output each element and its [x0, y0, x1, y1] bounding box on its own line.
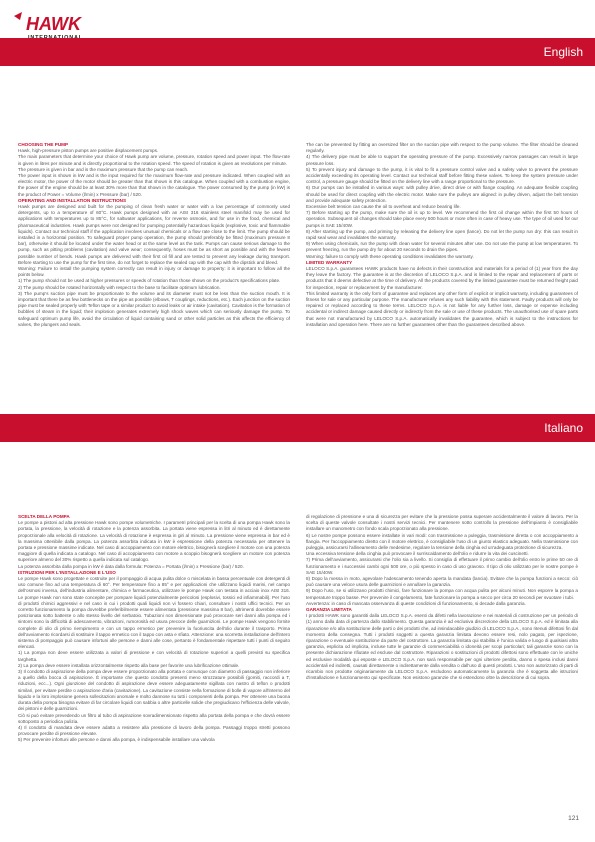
paragraph: Warning: failure to comply with these operating conditions invalidates the warranty.: [306, 253, 474, 259]
italiano-right-column: [306, 514, 578, 814]
paragraph: 9) When using chemicals, run the pump with clean water for several minutes after use. Do not use the pump at low temperatures. To prevent freezing, run the pump dry for about 20 seconds to drain the pipes.: [306, 241, 578, 253]
paragraph: Excessive belt tension can cause the oil to overheat and reduce bearing life.: [306, 204, 461, 210]
paragraph: The main parameters that determine your choice of Hawk pump are volume, pressure, rotation speed and power input. The flow-rate is given in litres per minute and is directly proportional to the rotation speed. The speed of rotation is given as revolutions per minute.: [18, 154, 290, 166]
paragraph: Hawk, high-pressure piston pumps are positive displacement pumps.: [18, 148, 159, 154]
paragraph: di regolazione di pressione e una di sicurezza per evitare che la pressione possa superare accidentalmente il valore di lavoro. Per la scelta di queste valvole consultate i nostri servizi tecnici. Per mantenere sotto controllo la pressione dell'impianto è consigliabile installare un manometro con fondo scala proporzionato alla pressione.: [306, 514, 578, 532]
italiano-header-bar: [0, 414, 595, 442]
paragraph: I prodotti HAWK sono garantiti dalla LELOCO S.p.A. esenti da difetti nella lavorazione e nei materiali di costruzione per un periodo di (1) anno dalla data di partenza dallo stabilimento. Questa garanzia è ad esclusiva discrezione della LELOCO S.p.A. ed è limitata alla riparazione e/o alla sostituzione delle parti o dei prodotti che, ad insindacabile giudizio di LELOCO S.p.A., sono ritenuti difettosi fin dal momento della consegna. Tutti i prodotti soggetti a questa garanzia limitata devono essere resi, nolo pagato, per ispezione, riparazione o eventuale sostituzione da parte del costruttore. La garanzia limitata qui stabilita è l'unica valida e luogo di qualsiasi altra garanzia, esplicita od implicita, incluse tutte le garanzie di commerciabilità o idoneità per scopi particolari; tali garanzie sono con la presente dichiarazione rifiutate ed escluse dal costruttore. Riparazioni o sostituzioni di prodotti difettosi sono effettuate con le uniche ed esclusive modalità qui esposte e LELOCO S.p.A. non sarà responsabile per ogni ulteriore perdita, danno o spesa inclusi danni accidentali ed indiretti, causati direttamente o indirettamente dalla vendita o dall'uso di questi prodotti. L'uso non autorizzato di parti di ricambio non prodotte originariamente da LELOCO S.p.A. escludono automaticamente la garanzia che è soggetta alle istruzioni d'installazione e funzionamento qui specificate. Non esistono garanzie che si estendono oltre la descrizione di cui sopra.: [306, 613, 578, 681]
paragraph: La potenza assorbita dalla pompa in kW è data dalla formula: Potenza = Portata (l/min) x Pressione (bar) / 520.: [18, 563, 244, 569]
paragraph: The power input is shown in kW and is the input required for the maximum flow-rate and pressure indicated. When coupled with an electric motor, the power of the motor should be greater than that shown in this catalogue. When coupled with a combustion engine, the power of the engine should be at least 30% more than that shown in the catalogue. The power consumed by the pump (in kW) is the product of Power = Volume (l/min) x Pressure (bar) / 520.: [18, 173, 290, 197]
paragraph: 6) Our pumps can be installed in various ways: with pulley drive, direct drive or with flange coupling. An adequate flexible coupling should be used for direct coupling with the electric motor. Make sure the pulleys are aligned: in pulley driven, adjust the belt tension and provide adequate safety protection.: [306, 185, 578, 203]
italiano-left-column: [18, 514, 290, 814]
logo-text: HAWK: [26, 14, 81, 34]
english-section: [18, 142, 578, 398]
paragraph: 2) The pump should be rotated horizontally with respect to the base to facilitate optimum lubrication.: [18, 284, 221, 290]
paragraph: Una eccessiva tensione della cinghia può provocare il surriscaldamento dell'olio e ridurre la vita dei cuscinetti.: [306, 551, 529, 557]
paragraph: 3) Il condotto di aspirazione della pompa deve essere proporzionato alla portata e comunque con diametro di passaggio non inferiore a quello della bocca di aspirazione. È importante che questo condotto presenti meno strozzature possibili (gomiti, raccordi a T, riduzioni, ecc...). Ogni giunzione del condotto di aspirazione deve essere adeguatamente sigillata con nastro di teflon o prodotti similari, per evitare perdite o aspirazione d'aria (cavitazione). La cavitazione consiste nella formazione di bolle di vapore all'interno del liquido e la loro implosione genera sollecitazioni anomale e molto dannose su tutti i componenti della pompa. Per ottenere una buona durata della pompa bisogna evitare di far circolare liquidi con sabbia o altre particelle solide che pregiudicano l'efficienza delle valvole, dei pistoni e delle guarnizioni.: [18, 669, 290, 712]
english-left-column: [18, 142, 290, 398]
paragraph: Hawk pumps are designed and built for the pumping of clean fresh water or water with a low percentage of commonly used detergents, up to a temperature of 60°C. Hawk pumps designed with an AISI 316 stainless steel manifold may be used for applications with temperatures up to 85°C, for saltwater applications, for reverse osmosis, and for use in the food, chemical and pharmaceutical industries. Hawk pumps were not designed for pumping potentially hazardous liquids (explosive, toxic and flammable liquids). Contact our technical staff if the application involves unusual chemicals or a flow rate close to the limit. The pump should be installed in a horizontal position. To safeguard proper pump operation, the pump should preferably be fitted (maximum pressure 8 bar), otherwise it should be located under the water head or at the same level as the tank. Pumps can cause serious damage to the pump, such as pitting problems (cavitation) and valve wear; consequently, hoses must be as short as possible and with the fewest possible number of bends. Hawk pumps are delivered with their first oil fill and are tested to prevent any leakage during transport. Before starting to use the pump for the first time, do not forget to replace the sealed cap with the cap with the dipstick and bleed.: [18, 204, 290, 265]
page-number: 121: [568, 815, 579, 822]
paragraph: 5) Per prevenire infortuni alle persone e danni alla pompa, è indispensabile installare una valvola: [18, 737, 215, 743]
english-header-bar: [0, 38, 595, 66]
paragraph: 3) The pump's suction pipe must be proportionate to the volume and its diameter must not be less than the suction mouth. It is important that there be as few bottlenecks on the pipe as possible (elbows, T couplings, reductions, etc.). Each junction on the suction pipe must be sealed properly with Teflon tape or a similar product to avoid leaks or air intake (cavitation). Cavitation is the formation of bubbles of steam in the liquid; their implosion generates extremely high shock waves which can seriously damage the pump. To safeguard optimum pump life, avoid the circulation of liquid containing sand or other solid particles as this affects the efficiency of valves, the plungers and seals.: [18, 290, 290, 327]
english-right-column: [306, 142, 578, 398]
paragraph: 2) La pompa deve essere installata orizzontalmente rispetto alla base per favorire una lubrificazione ottimale.: [18, 662, 240, 668]
paragraph: The pressure is given in bar and is the maximum pressure that the pump can reach.: [18, 166, 189, 172]
paragraph: 8) After starting up the pump, and priming by releasing the delivery line open (lance). Do not let the pump run dry: this can result in rapid seal wear and invalidates the warranty.: [306, 228, 578, 241]
paragraph: LELOCO S.p.A. guarantees HAWK products have no defects in their construction and materials for a period of (1) year from the day they leave the factory. The guarantee is at the discretion of LELOCO S.p.A. and is limited to the repair and replacement of parts or products that it deems defective at the time of delivery. All the products covered by the limited guarantee must be returned freight paid for inspection, repair or replacement by the manufacturer.: [306, 266, 578, 290]
section-heading: GARANZIA LIMITATA: [306, 607, 352, 613]
paragraph: Warning: Failure to install the pumping system correctly can result in injury or damage to property: it is important to follow all the points below.: [18, 266, 290, 278]
section-heading: LIMITED WARRANTY: [306, 259, 353, 265]
section-heading: OPERATING AND INSTALLATION INSTRUCTIONS: [18, 197, 127, 203]
paragraph: 1) The pump should not be used at higher pressures or speeds of rotation than those shown on the product's specifications plate.: [18, 278, 281, 284]
paragraph: 4) The delivery pipe must be able to support the operating pressure of the pump. Excessively narrow passages can result in large pressure loss.: [306, 154, 578, 166]
paragraph: 7) Before starting up the pump, make sure the oil is up to level. We recommend the first oil change within the first 50 hours of operation. Subsequent oil changes should take place every 500 hours or more often in case of heavy use. The type of oil used for our pumps is SAE 15/40W.: [306, 210, 578, 228]
italiano-section: [18, 514, 578, 814]
section-heading: SCELTA DELLA POMPA: [18, 514, 70, 519]
paragraph: Avvertenza: in caso di mancata osservanza di queste condizioni di funzionamento, si decade dalla garanzia.: [306, 600, 526, 606]
paragraph: Ciò si può evitare prevedendo un filtro al tubo di aspirazione sovradimensionato rispetto alla portata della pompa e che dovrà essere sottoposto a periodica pulizia.: [18, 712, 290, 724]
paragraph: Le pompe a pistoni ad alta pressione Hawk sono pompe volumetriche. I parametri principali per la scelta di una pompa Hawk sono la portata, la pressione, la velocità di rotazione e la potenza assorbita. La portata viene espressa in litri al minuto ed è direttamente proporzionale alla velocità di rotazione. La velocità di rotazione è espressa in giri al minuto. La pressione viene espressa in bar ed è la massima ottenibile dalla pompa. La potenza assorbita indicata in kW è espressione della potenza necessaria per ottenere la portata e pressione massime indicate. Nel caso di accoppiamento con motore elettrico, bisognerà scegliere il motore con una potenza maggiore di quella indicata a catalogo. Nel caso di accoppiamento con motore a scoppio bisognerà scegliere un motore con potenza superiore almeno del 30% rispetto a quella indicata sul catalogo.: [18, 520, 290, 563]
section-heading: CHOOSING THE PUMP: [18, 142, 69, 147]
paragraph: 6) Le nostre pompe possono essere installate in vari modi: con trasmissione a puleggia, trasmissione diretta o con accoppiamento a flangia. Per l'accoppiamento diretto con il motore elettrico, è consigliabile l'uso di un giunto elastico adeguato. Nella trasmissione con puleggia, assicurarsi l'allineamento delle medesime, regolare la tensione della cinghia ed un'adeguata protezione di sicurezza.: [306, 532, 578, 551]
paragraph: 7) Prima dell'avviamento, assicurarsi che l'olio sia a livello. Si consiglia di effettuare il primo cambio dell'olio entro le prime 50 ore di funzionamento e i successivi cambi ogni 500 ore, o più spesso in caso di uso gravoso. Il tipo di olio utilizzato per le nostre pompe è SAE 15/40W.: [306, 557, 578, 575]
paragraph: Le pompe Hawk sono progettate e costruite per il pompaggio di acqua pulita dolce o miscelata in bassa percentuale con detergenti di uso comune fino ad una temperatura di 60°. Per temperature fino a 85° e per applicazioni che utilizzano liquidi marini, nel campo dell'osmosi inversa, dell'industria alimentare, chimica e farmaceutica, utilizzare le pompe Hawk con testata in acciaio inox AISI 316. Le pompe Hawk non sono state concepite per pompare liquidi potenzialmente pericolosi (esplosivi, tossici ed infiammabili). Per l'uso di prodotti chimici aggressivi e nel caso in cui i prodotti quali liquidi non vi fossero chiari, consultare i nostri uffici tecnici. Per un corretto funzionamento la pompa dovrebbe preferibilmente essere alimentata (pressione massima 8 bar), altrimenti dovrebbe essere posizionata sotto battente o allo stesso livello del serbatoio. Tubazioni non dimensionate può provocare seri danni alla pompa ed i sintomi sono la difficoltà di adescamento, vibrazioni, rumorosità ed usura precoce delle guarnizioni. Le pompe Hawk vengono fornite complete di olio di primo riempimento e con un tappo ermetico per prevenire la fuoriuscita dell'olio durante il trasporto. Prima dell'avviamento ricordarsi di sostituire il tappo ermetico con il tappo con asta e sfiato. Attenzione: una scorretta installazione dell'intero sistema di pompaggio può causare infortuni alle persone e danni alle cose, pertanto è fondamentale rispettare tutti i punti di seguito elencati.: [18, 576, 290, 650]
paragraph: 5) To prevent injury and damage to the pump, it is vital to fit a pressure control valve and a safety valve to prevent the pressure accidentally exceeding its operating level. Contact our technical staff before fitting these valves. To keep the system pressure under control, a pressure gauge should be fitted on the delivery line with a range proportional to the pressure.: [306, 166, 578, 185]
paragraph: The can be prevented by fitting an oversized filter on the suction pipe with respect to the pump volume. The filter should be cleaned regularly.: [306, 142, 578, 154]
paragraph: 9) Dopo l'uso, se si utilizzano prodotti chimici, fare funzionare la pompa con acqua pulita per alcuni minuti. Non esporre la pompa a temperature troppo basse. Per prevenire il congelamento, fate funzionare la pompa a secco per circa 20 secondi per svuotare i tubi.: [306, 588, 578, 600]
italiano-label: Italiano: [544, 421, 583, 435]
paragraph: This limited warranty is the only form of guarantee and replaces any other form of explicit or implicit warranty, including guarantees of fitness for sale or any particular purpose. The manufacturer refuses any such liability with this statement. Faulty products will only be repaired or replaced according to these terms. LELOCO S.p.A. is not liable for any further loss, damage or expense including accidental or indirect damage caused directly or indirectly from the sale or use of these products. The unauthorised use of spare parts that were not manufactured by LELOCO S.p.A. automatically invalidates the guarantee, which is subject to the instructions for installation and operation here. There are no further guarantees other than the guarantees described above.: [306, 290, 578, 327]
paragraph: 8) Dopo la messa in moto, agevolare l'adescamento tenendo aperta la mandata (lancia). Evitare che la pompa funzioni a secco: ciò può causare una veloce usura delle guarnizioni e annullare la garanzia.: [306, 576, 578, 588]
paragraph: 4) Il condotto di mandata deve essere adatto a resistere alla pressione di lavoro della pompa. Passaggi troppo stretti possono provocare perdite di pressione elevate.: [18, 724, 290, 737]
section-heading: ISTRUZIONI PER L'INSTALLAZIONE E L'USO: [18, 569, 116, 575]
paragraph: 1) La pompa non deve essere utilizzata a valori di pressione e con velocità di rotazione superiori a quelli previsti su specifica targhetta.: [18, 650, 290, 662]
english-label: English: [543, 45, 583, 59]
